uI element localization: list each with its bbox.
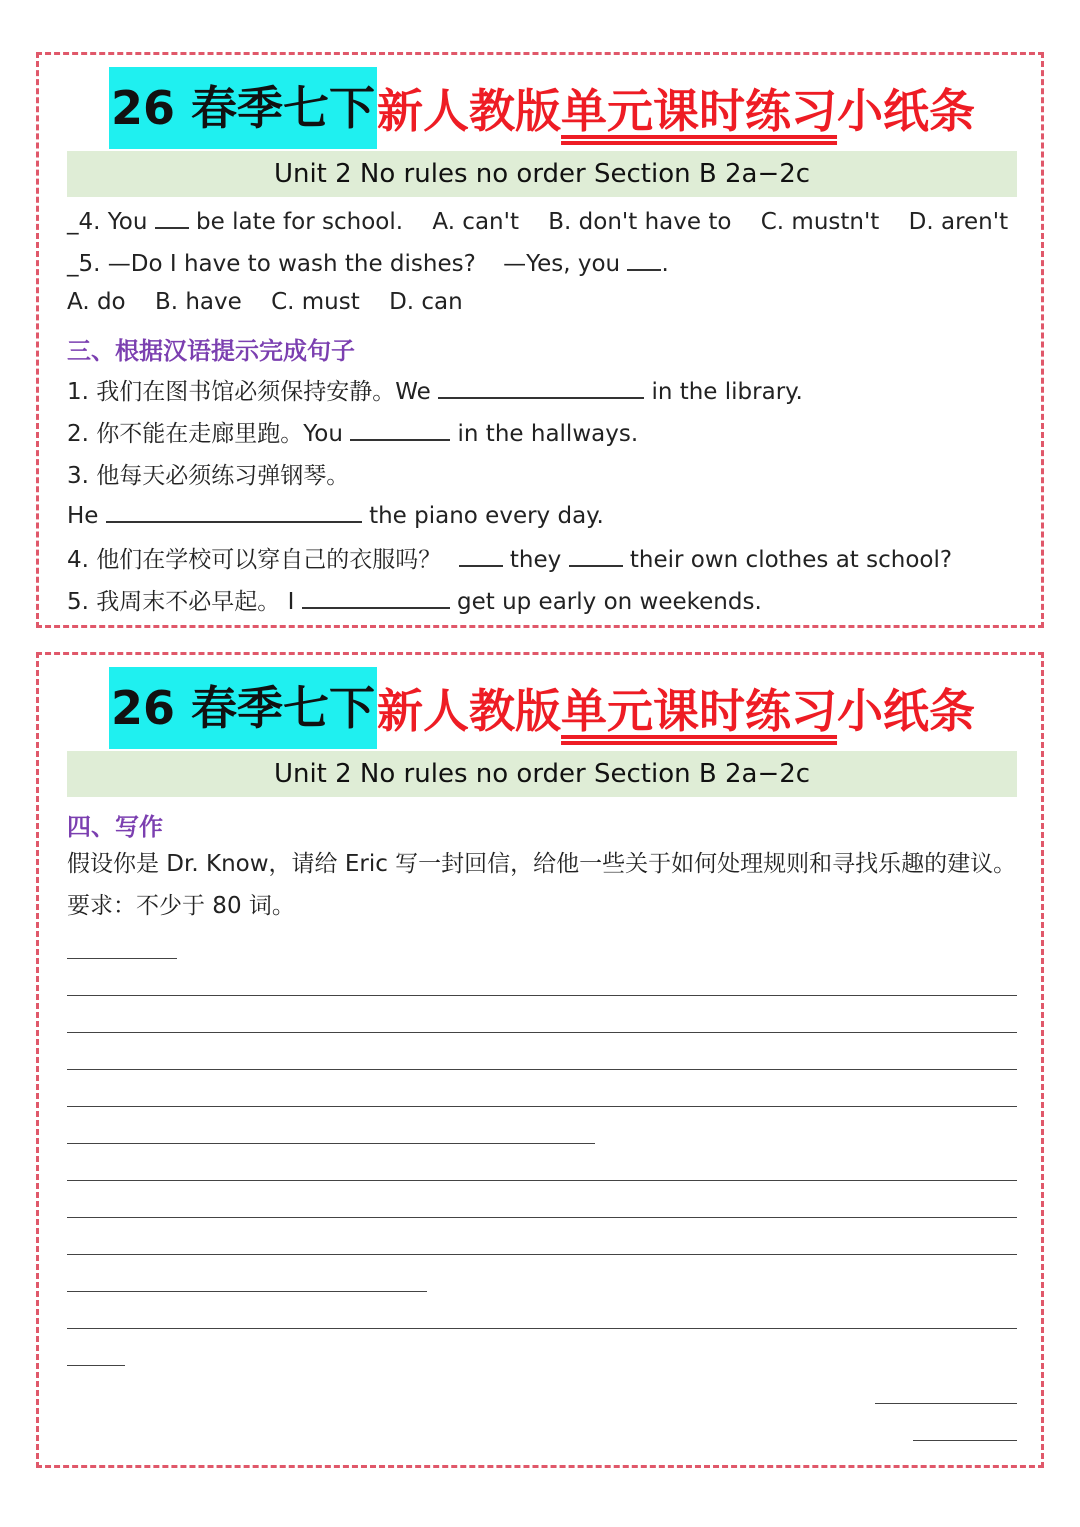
q5-answer-start: —Yes, you [503,251,621,277]
writing-line-short[interactable] [67,1365,125,1366]
card2-subtitle: Unit 2 No rules no order Section B 2a−2c [67,751,1017,797]
title-red-part1: 新人教版 [377,84,562,138]
sentence-5 [67,583,762,616]
writing-line-short[interactable] [67,1143,595,1144]
sentence-1 [67,373,803,406]
title-highlight: 26 春季七下 [109,667,377,749]
s2-prompt: 2. 你不能在走廊里跑。You [67,421,343,447]
writing-line-greeting[interactable] [67,958,177,959]
question-5 [67,247,669,277]
sentence-4 [67,541,952,574]
s1-blank[interactable] [438,375,644,399]
signature-line-closing[interactable] [875,1403,1017,1404]
writing-line[interactable] [67,1106,1017,1107]
q4-blank[interactable] [155,205,189,229]
card1-title [109,69,975,147]
s5-blank[interactable] [302,585,450,609]
writing-line[interactable] [67,1032,1017,1033]
writing-line[interactable] [67,1254,1017,1255]
q5-end: . [661,251,669,277]
title-red-part2: 单元课时练习 [561,84,838,138]
card1-subtitle: Unit 2 No rules no order Section B 2a−2c [67,151,1017,197]
signature-line-name[interactable] [913,1440,1017,1441]
q4-option-d: D. aren't [908,209,1009,235]
card2-title [109,669,975,747]
s4-prompt: 4. 他们在学校可以穿自己的衣服吗？ [67,547,442,573]
title-red-part2: 单元课时练习 [561,684,838,738]
title-red-part3: 小纸条 [837,684,976,738]
s5-prompt: 5. 我周末不必早起。 I [67,589,295,615]
s3-start: He [67,503,99,529]
question-4 [67,205,1008,235]
writing-line[interactable] [67,995,1017,996]
sentence-2 [67,415,638,448]
worksheet-card-2 [36,652,1044,1468]
writing-line-short[interactable] [67,1291,427,1292]
section-3-heading: 三、根据汉语提示完成句子 [67,337,355,365]
s4-mid: they [509,547,562,573]
s4-rest: their own clothes at school? [629,547,953,573]
s3-blank[interactable] [106,499,362,523]
s1-rest: in the library. [651,379,803,405]
q5-stem: _5. —Do I have to wash the dishes? [67,251,476,277]
sentence-3: 3. 他每天必须练习弹钢琴。 [67,463,350,489]
title-red-part1: 新人教版 [377,684,562,738]
worksheet-card-1 [36,52,1044,628]
q4-rest: be late for school. [196,209,404,235]
writing-line[interactable] [67,1180,1017,1181]
s2-rest: in the hallways. [457,421,639,447]
q5-option-c: C. must [271,289,360,315]
writing-prompt: 假设你是 Dr. Know，请给 Eric 写一封回信，给他一些关于如何处理规则和寻找乐趣的建议。要求：不少于 80 词。 [67,851,1017,919]
question-5-options [67,289,463,315]
q5-option-a: A. do [67,289,126,315]
section-4-heading: 四、写作 [67,813,163,841]
title-red-part3: 小纸条 [837,84,976,138]
sentence-3-english [67,499,604,529]
s3-rest: the piano every day. [369,503,604,529]
q5-option-d: D. can [389,289,463,315]
q4-stem: _4. You [67,209,148,235]
s4-blank-2[interactable] [569,543,623,567]
q5-blank[interactable] [627,247,661,271]
q4-option-a: A. can't [432,209,519,235]
s5-rest: get up early on weekends. [456,589,762,615]
q5-option-b: B. have [154,289,242,315]
writing-line[interactable] [67,1328,1017,1329]
s1-prompt: 1. 我们在图书馆必须保持安静。We [67,379,431,405]
q4-option-b: B. don't have to [548,209,732,235]
s2-blank[interactable] [350,417,450,441]
s4-blank-1[interactable] [459,543,503,567]
q4-option-c: C. mustn't [760,209,880,235]
title-highlight: 26 春季七下 [109,67,377,149]
writing-line[interactable] [67,1069,1017,1070]
writing-line[interactable] [67,1217,1017,1218]
